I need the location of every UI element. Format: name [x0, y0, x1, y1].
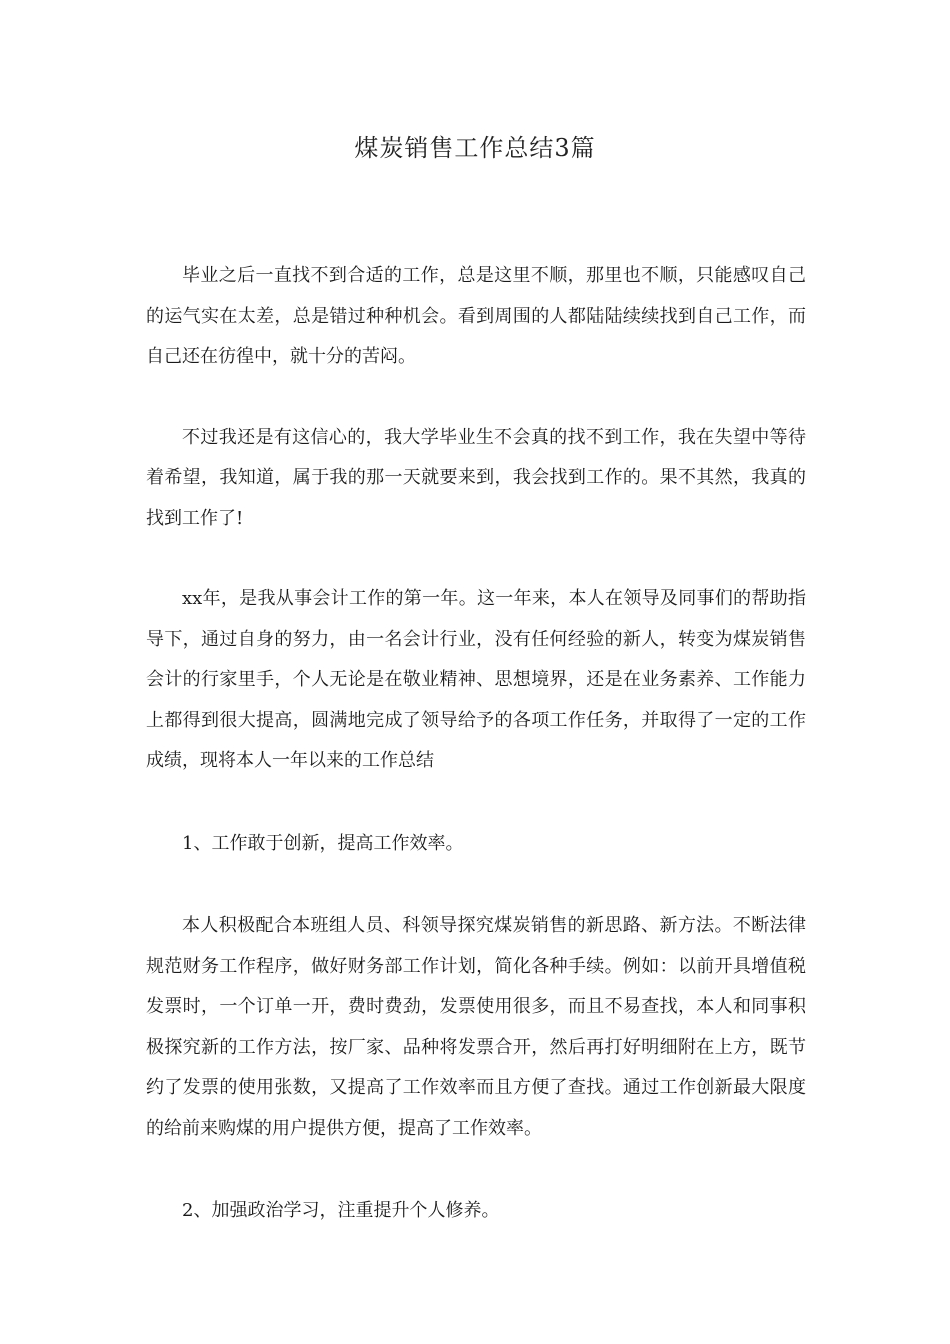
paragraph-4: 本人积极配合本班组人员、科领导探究煤炭销售的新思路、新方法。不断法律规范财务工作程序，做好财务部工作计划，简化各种手续。例如：以前开具增值税发票时，一个订单一开，费时费劲，发票使用很多，而且不易查找，本人和同事积极探究新的工作方法，按厂家、品种将发票合开，然后再打好明细附在上方，既节约了发票的使用张数，又提高了工作效率而且方便了查找。通过工作创新最大限度的给前来购煤的用户提供方便，提高了工作效率。 [146, 915, 806, 1139]
document-body [146, 256, 806, 1232]
document-title: 煤炭销售工作总结3篇 [354, 134, 596, 162]
paragraph-2: 不过我还是有这信心的，我大学毕业生不会真的找不到工作，我在失望中等待着希望，我知道，属于我的那一天就要来到，我会找到工作的。果不其然，我真的找到工作了! [146, 426, 806, 529]
paragraph-1: 毕业之后一直找不到合适的工作，总是这里不顺，那里也不顺，只能感叹自己的运气实在太差，总是错过种种机会。看到周围的人都陆陆续续找到自己工作，而自己还在彷徨中，就十分的苦闷。 [146, 265, 806, 367]
paragraph-3: xx年，是我从事会计工作的第一年。这一年来，本人在领导及同事们的帮助指导下，通过自身的努力，由一名会计行业，没有任何经验的新人，转变为煤炭销售会计的行家里手，个人无论是在敬业精神、思想境界，还是在业务素养、工作能力上都得到很大提高，圆满地完成了领导给予的各项工作任务，并取得了一定的工作成绩，现将本人一年以来的工作总结 [146, 588, 806, 771]
section-heading-2: 2、加强政治学习，注重提升个人修养。 [182, 1200, 500, 1221]
section-heading-1: 1、工作敢于创新，提高工作效率。 [182, 832, 464, 854]
